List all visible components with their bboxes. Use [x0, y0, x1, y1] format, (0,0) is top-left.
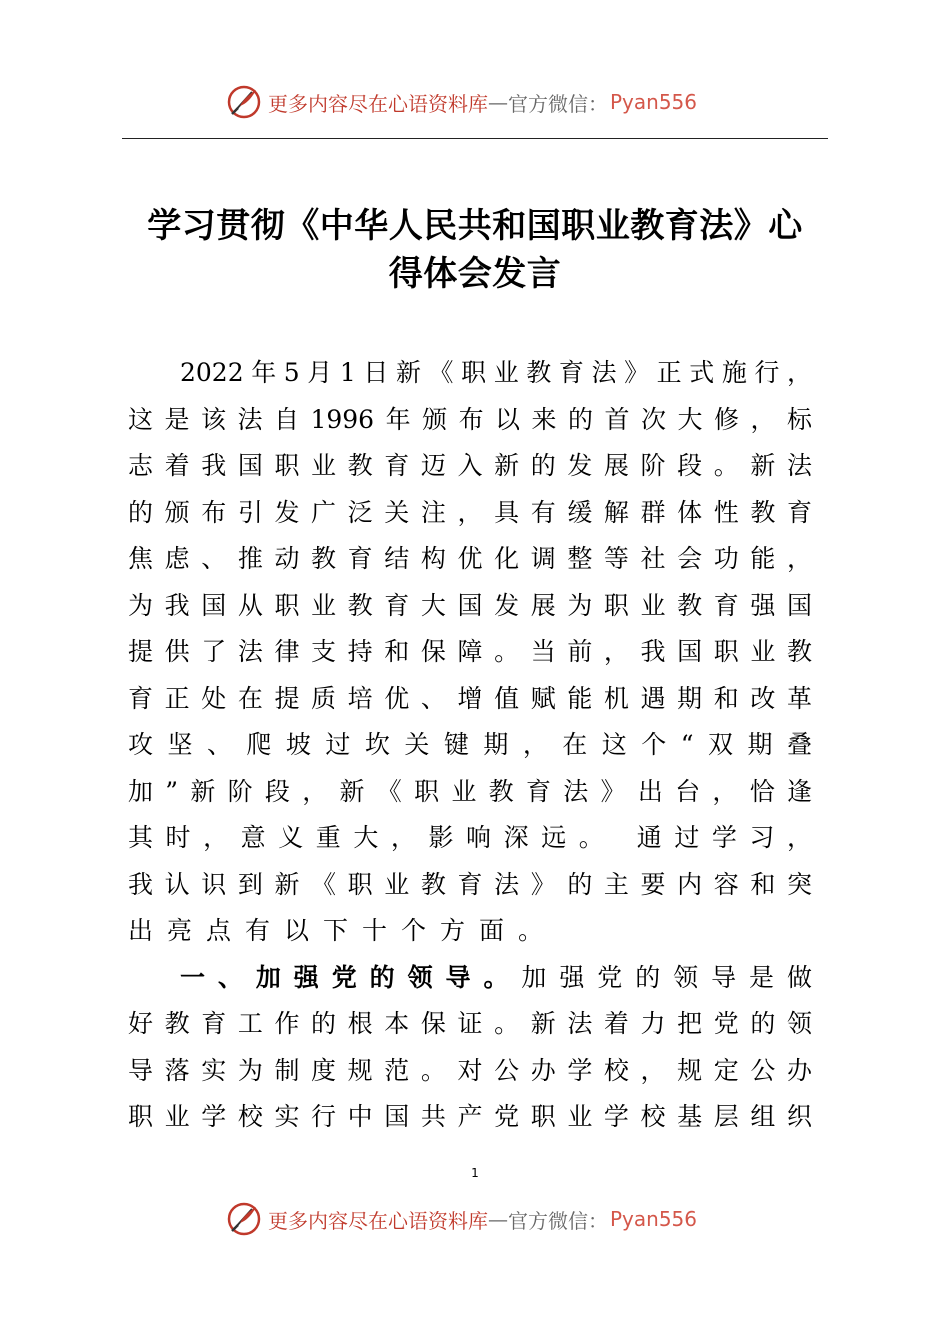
paragraph-line: 提供了法律支持和保障。当前，我国职业教	[128, 637, 812, 666]
quill-logo-icon	[226, 1201, 262, 1237]
quill-logo-icon	[226, 84, 262, 120]
header-banner	[0, 82, 950, 122]
paragraph-line: 职业学校实行中国共产党职业学校基层组织	[128, 1102, 812, 1131]
paragraph-line: 这是该法自1996年颁布以来的首次大修，标	[128, 405, 812, 434]
page-number: 1	[471, 1166, 479, 1180]
title-line-2: 得体会发言	[388, 254, 562, 294]
footer-banner	[0, 1199, 950, 1239]
paragraph-line: 攻坚、爬坡过坎关键期，在这个“双期叠	[128, 730, 812, 759]
wechat-id: Pyan556	[610, 90, 698, 114]
paragraph-line: 其时，意义重大，影响深远。 通过学习，	[128, 823, 812, 852]
paragraph-line: 好教育工作的根本保证。新法着力把党的领	[128, 1009, 812, 1038]
header-divider	[122, 138, 828, 139]
paragraph-line: 导落实为制度规范。对公办学校，规定公办	[128, 1056, 812, 1085]
paragraph-line: 为我国从职业教育大国发展为职业教育强国	[128, 591, 812, 620]
document-title	[118, 202, 832, 298]
brand-separator: —	[488, 1207, 508, 1231]
paragraph-line: 焦虑、推动教育结构优化调整等社会功能，	[128, 544, 812, 573]
wechat-label: 官方微信：	[508, 91, 608, 116]
brand-name: 更多内容尽在心语资料库	[268, 91, 488, 116]
paragraph-line: 的颁布引发广泛关注，具有缓解群体性教育	[128, 498, 812, 527]
paragraph-line: 加”新阶段，新《职业教育法》出台，恰逢	[128, 777, 812, 806]
section-1-text: 加强党的领导是做	[521, 963, 812, 992]
paragraph-line: 育正处在提质培优、增值赋能机遇期和改革	[128, 684, 812, 713]
section-1-first-line	[128, 955, 812, 1001]
wechat-id: Pyan556	[610, 1207, 698, 1231]
wechat-label: 官方微信：	[508, 1208, 608, 1233]
title-line-1: 学习贯彻《中华人民共和国职业教育法》心	[147, 206, 803, 246]
paragraph-line: 我认识到新《职业教育法》的主要内容和突	[128, 870, 812, 899]
paragraph-line: 志着我国职业教育迈入新的发展阶段。新法	[128, 451, 812, 480]
brand-name: 更多内容尽在心语资料库	[268, 1208, 488, 1233]
brand-separator: —	[488, 90, 508, 114]
section-1-heading: 一、加强党的领导。	[180, 963, 522, 992]
paragraph-line: 2022年5月1日新《职业教育法》正式施行，	[180, 358, 812, 387]
paragraph-line: 出亮点有以下十个方面。	[128, 916, 558, 945]
